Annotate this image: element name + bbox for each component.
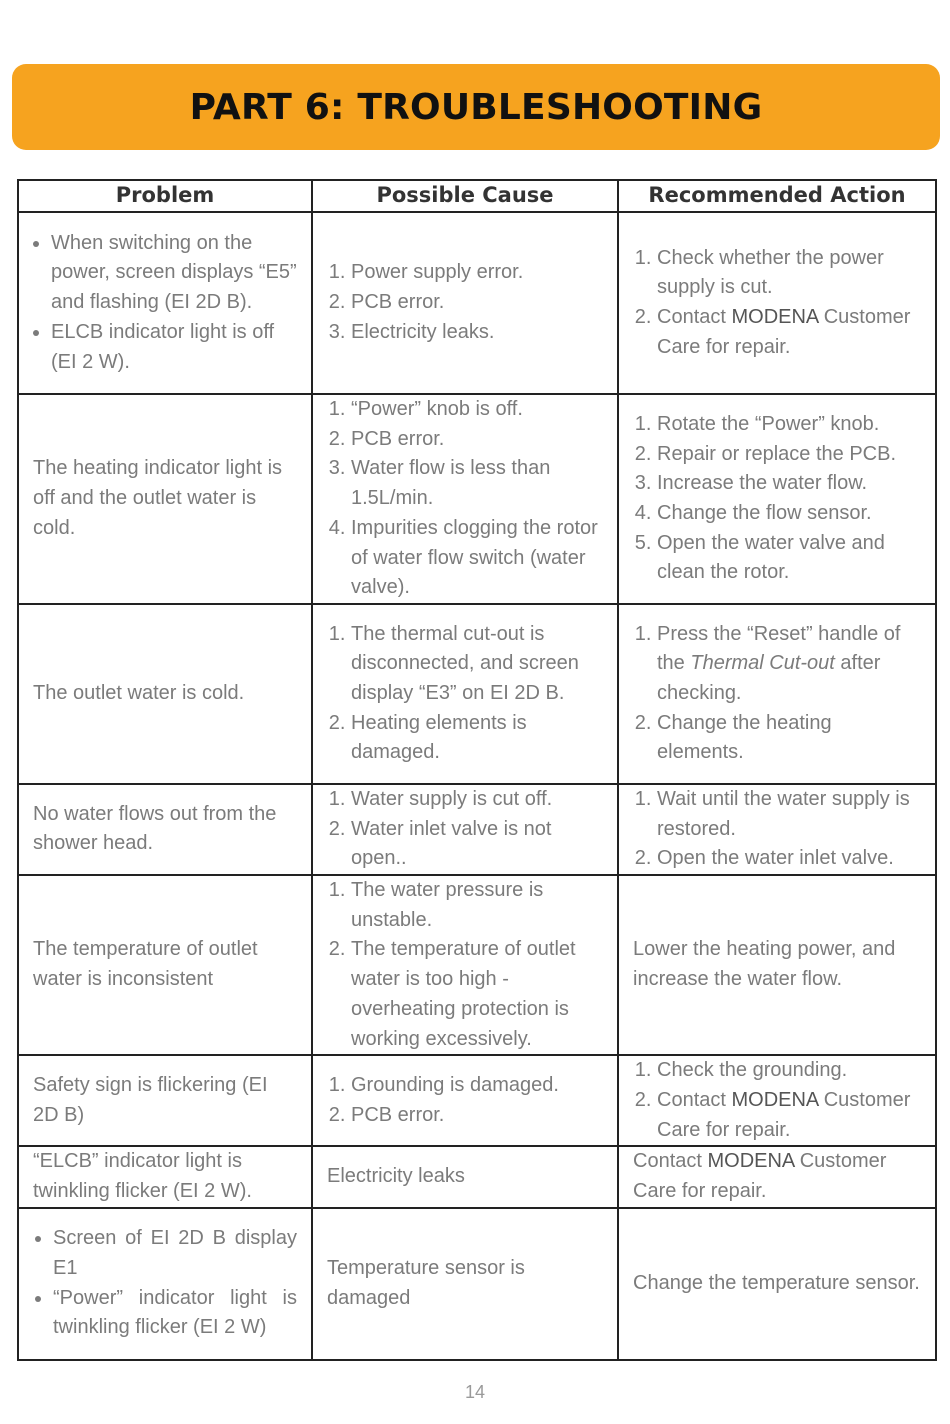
list-item: 1. Press the “Reset” handle of the Thermal Cut-out after checking. <box>657 620 921 709</box>
list-item: 1. Rotate the “Power” knob. <box>657 410 921 440</box>
cause-cell: Electricity leaks <box>312 1146 618 1207</box>
list-item: 2. Contact MODENA Customer Care for repair. <box>657 1086 921 1145</box>
brand-name: MODENA <box>731 306 819 328</box>
brand-name: MODENA <box>731 1088 819 1111</box>
problem-cell <box>18 1208 312 1360</box>
section-banner <box>12 64 940 150</box>
table-row <box>18 1208 936 1360</box>
list-item: 4. Change the flow sensor. <box>657 499 921 529</box>
list-item: 5. Open the water valve and clean the rotor. <box>657 529 921 588</box>
problem-cell: “ELCB” indicator light is twinkling flicker (EI 2 W). <box>18 1146 312 1207</box>
cause-cell <box>312 1055 618 1146</box>
list-item: 2. PCB error. <box>351 1101 603 1131</box>
page-title: PART 6: TROUBLESHOOTING <box>189 86 763 128</box>
problem-cell <box>18 212 312 394</box>
column-header-problem: Problem <box>18 180 312 212</box>
list-item: • “Power” indicator light is twinkling flicker (EI 2 W) <box>53 1284 297 1343</box>
table-row <box>18 875 936 1055</box>
action-cell <box>618 394 936 604</box>
table-row <box>18 784 936 875</box>
table-row <box>18 1055 936 1146</box>
list-item: 2. Repair or replace the PCB. <box>657 440 921 470</box>
list-item: 1. Power supply error. <box>351 258 603 288</box>
list-item: • Screen of EI 2D B display E1 <box>53 1224 297 1283</box>
problem-cell: The heating indicator light is off and the outlet water is cold. <box>18 394 312 604</box>
list-item: • ELCB indicator light is off (EI 2 W). <box>51 318 297 377</box>
list-item: 2. Open the water inlet valve. <box>657 844 921 874</box>
cause-cell <box>312 212 618 394</box>
action-cell <box>618 784 936 875</box>
list-item: 3. Electricity leaks. <box>351 318 603 348</box>
thermal-cutout-term: Thermal Cut-out <box>690 652 835 675</box>
list-item: 2. The temperature of outlet water is too high - overheating protection is working excessively. <box>351 935 603 1054</box>
list-item: 2. PCB error. <box>351 425 603 455</box>
problem-cell: No water flows out from the shower head. <box>18 784 312 875</box>
list-item: 2. Contact MODENA Customer Care for repair. <box>657 303 921 362</box>
list-item: 1. Check whether the power supply is cut. <box>657 244 921 303</box>
problem-cell: Safety sign is flickering (EI 2D B) <box>18 1055 312 1146</box>
action-cell <box>618 1055 936 1146</box>
list-item: 1. The thermal cut-out is disconnected, and screen display “E3” on EI 2D B. <box>351 620 603 709</box>
list-item: 1. Check the grounding. <box>657 1056 921 1086</box>
cause-cell: Temperature sensor is damaged <box>312 1208 618 1360</box>
brand-name: MODENA <box>707 1150 795 1173</box>
list-item: • When switching on the power, screen displays “E5” and flashing (EI 2D B). <box>51 229 297 318</box>
action-cell <box>618 604 936 784</box>
troubleshooting-table <box>17 179 937 1361</box>
action-cell: Lower the heating power, and increase the water flow. <box>618 875 936 1055</box>
table-row <box>18 212 936 394</box>
list-item: 3. Increase the water flow. <box>657 469 921 499</box>
action-cell <box>618 212 936 394</box>
list-item: 2. PCB error. <box>351 288 603 318</box>
list-item: 1. Wait until the water supply is restored. <box>657 785 921 844</box>
table-row <box>18 604 936 784</box>
column-header-possible-cause: Possible Cause <box>312 180 618 212</box>
table-row <box>18 394 936 604</box>
cause-cell <box>312 784 618 875</box>
problem-cell: The outlet water is cold. <box>18 604 312 784</box>
list-item: 4. Impurities clogging the rotor of water flow switch (water valve). <box>351 514 603 603</box>
list-item: 1. Water supply is cut off. <box>351 785 603 815</box>
list-item: 1. “Power” knob is off. <box>351 395 603 425</box>
list-item: 2. Change the heating elements. <box>657 709 921 768</box>
cause-cell <box>312 875 618 1055</box>
action-cell: Change the temperature sensor. <box>618 1208 936 1360</box>
cause-cell <box>312 604 618 784</box>
list-item: 1. Grounding is damaged. <box>351 1071 603 1101</box>
column-header-recommended-action: Recommended Action <box>618 180 936 212</box>
list-item: 3. Water flow is less than 1.5L/min. <box>351 454 603 513</box>
page-number: 14 <box>464 1382 486 1402</box>
list-item: 2. Water inlet valve is not open.. <box>351 815 603 874</box>
cause-cell <box>312 394 618 604</box>
problem-cell: The temperature of outlet water is inconsistent <box>18 875 312 1055</box>
action-cell: Contact MODENA Customer Care for repair. <box>618 1146 936 1207</box>
table-header-row <box>18 180 936 212</box>
list-item: 1. The water pressure is unstable. <box>351 876 603 935</box>
table-row <box>18 1146 936 1207</box>
list-item: 2. Heating elements is damaged. <box>351 709 603 768</box>
